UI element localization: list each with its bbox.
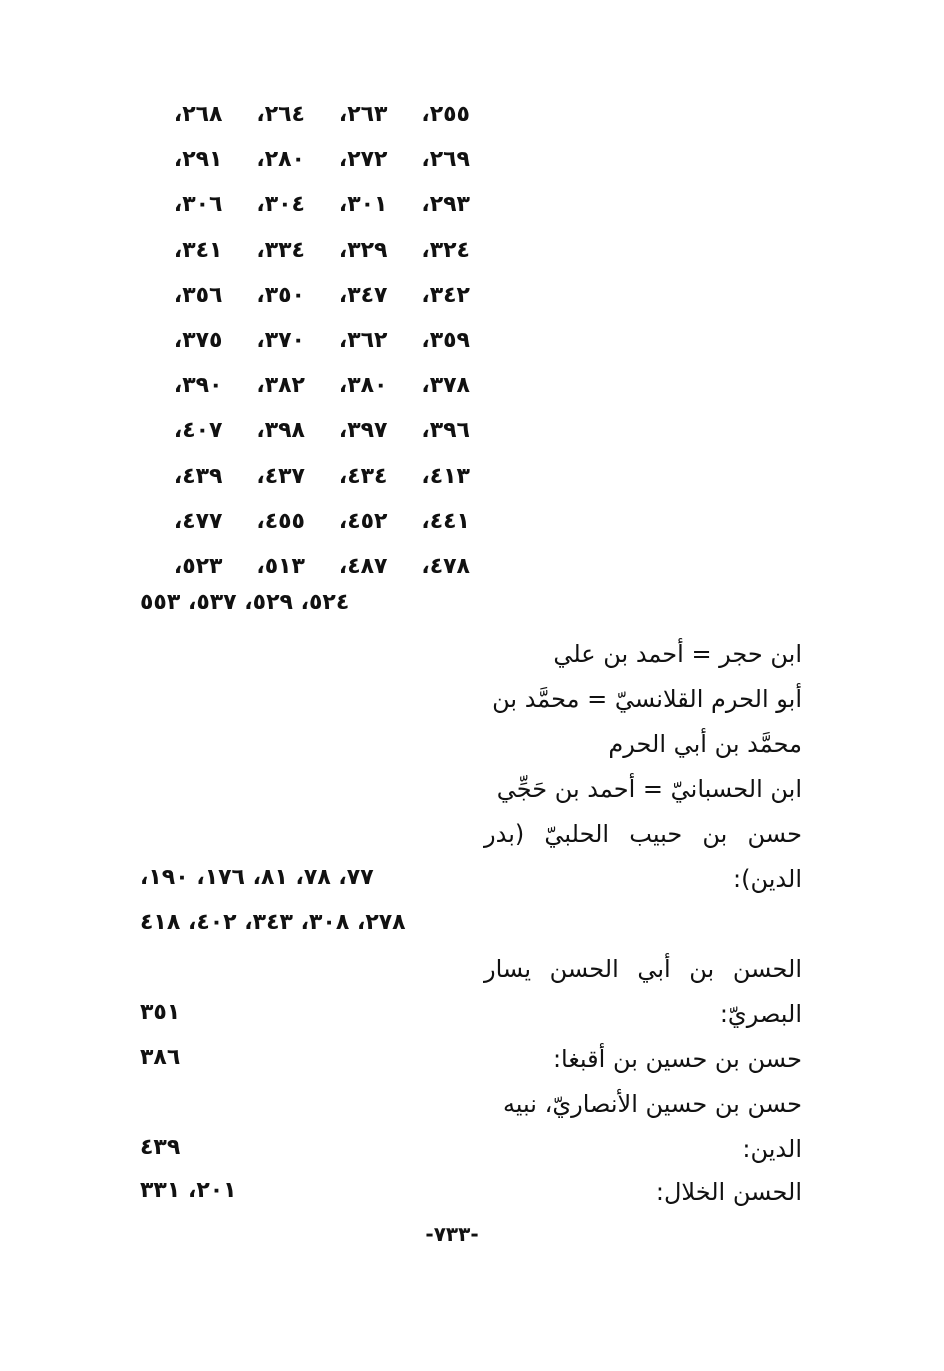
page-reference: ٣٣٤، [256, 237, 305, 263]
page-reference: ٣٥٩، [421, 328, 470, 354]
page-reference: ٢٦٨، [173, 102, 223, 128]
page-reference: ٥٢٣، [173, 553, 223, 579]
page-reference: ٢٨٠، [256, 147, 305, 173]
entry-hasan-habib-line1: حسن بن حبيب الحلبيّ (بدر [484, 820, 802, 848]
page-references-row [140, 228, 470, 273]
page-reference: ٣٩٨، [256, 418, 305, 444]
page-references-row [140, 408, 470, 453]
entry-hasan-aqbugha-pages: ٣٨٦ [140, 1045, 181, 1070]
page-reference: ٣٩٠، [173, 373, 223, 399]
page-reference: ٤٣٤، [338, 463, 388, 489]
page-references-row [140, 454, 470, 499]
page-references-row [140, 92, 470, 137]
page-reference: ٣٢٤، [421, 237, 470, 263]
entry-hasan-ansari-line1: حسن بن حسين الأنصاريّ، نبيه [502, 1090, 802, 1118]
page-reference: ٣٠١، [338, 192, 388, 218]
page-number: -٧٣٣- [425, 1222, 479, 1246]
page-reference: ٣٦٢، [338, 328, 388, 354]
page-reference: ٤٧٧، [173, 508, 223, 534]
page-reference: ٤١٣، [421, 463, 470, 489]
page-references-last-line: ٥٢٤، ٥٢٩، ٥٣٧، ٥٥٣ [140, 590, 350, 615]
page-reference: ٣٧٠، [256, 328, 305, 354]
page-reference: ٤٣٧، [256, 463, 305, 489]
page-references-row [140, 182, 470, 227]
page-reference: ٣٤٢، [421, 282, 470, 308]
page-reference: ٥١٣، [256, 553, 305, 579]
page-reference: ٤٧٨، [421, 553, 470, 579]
entry-hasan-aqbugha: حسن بن حسين بن أقبغا: [552, 1045, 802, 1073]
page-reference: ٢٦٤، [256, 102, 305, 128]
page-reference: ٢٥٥، [421, 102, 470, 128]
entry-abu-alharam-line2: محمَّد بن أبي الحرم [608, 730, 802, 758]
entry-ibn-hajar: ابن حجر = أحمد بن علي [553, 640, 802, 668]
entry-hasan-ansari-line2: الدين: [742, 1135, 802, 1163]
page-reference: ٣٨٢، [256, 373, 305, 399]
page-reference: ٢٦٩، [421, 147, 470, 173]
entry-hasan-basri-line1: الحسن بن أبي الحسن يسار [484, 955, 802, 983]
page-references-row [140, 544, 470, 589]
entry-abu-alharam-text: أبو الحرم القلانسيّ = محمَّد بن [492, 685, 802, 713]
page-reference: ٤٠٧، [173, 418, 223, 444]
entry-hasan-habib-pages-1: ٧٧، ٧٨، ٨١، ١٧٦، ١٩٠، [140, 865, 374, 890]
page-references-grid [140, 92, 470, 589]
page-reference: ٢٦٣، [338, 102, 388, 128]
entry-hasan-habib-pages-2: ٢٧٨، ٣٠٨، ٣٤٣، ٤٠٢، ٤١٨ [140, 910, 406, 935]
entry-hasan-ansari-pages: ٤٣٩ [140, 1135, 181, 1160]
entry-hasan-basri-pages: ٣٥١ [140, 1000, 181, 1025]
page-reference: ٣٠٤، [256, 192, 305, 218]
page-reference: ٤٥٢، [338, 508, 388, 534]
page-reference: ٣٧٨، [421, 373, 470, 399]
entry-hasan-habib-line2: الدين): [733, 865, 802, 893]
page-reference: ٣٤٧، [338, 282, 388, 308]
page-reference: ٢٧٢، [338, 147, 388, 173]
page-reference: ٤٥٥، [256, 508, 305, 534]
page-references-row [140, 273, 470, 318]
page-references-row [140, 137, 470, 182]
page-reference: ٣٨٠، [338, 373, 388, 399]
page-references-row [140, 318, 470, 363]
page-reference: ٤٣٩، [173, 463, 223, 489]
page-reference: ٤٤١، [421, 508, 470, 534]
page-reference: ٣٩٧، [338, 418, 388, 444]
page-reference: ٢٩٣، [421, 192, 470, 218]
entry-hasan-basri-line2: البصريّ: [719, 1000, 802, 1028]
entry-abu-alharam-line1 [484, 685, 802, 713]
page-references-row [140, 363, 470, 408]
entry-ibn-alhusbani: ابن الحسبانيّ = أحمد بن حَجِّي [496, 775, 802, 803]
page-references-row [140, 499, 470, 544]
entry-hasan-khallal: الحسن الخلال: [655, 1178, 802, 1206]
entry-hasan-khallal-pages: ٢٠١، ٣٣١ [140, 1178, 237, 1203]
page-reference: ٣٧٥، [173, 328, 223, 354]
page-reference: ٣٥٠، [256, 282, 305, 308]
page-reference: ٣٩٦، [421, 418, 470, 444]
page-reference: ٣٢٩، [338, 237, 388, 263]
page-reference: ٣٤١، [173, 237, 223, 263]
page-reference: ٢٩١، [173, 147, 223, 173]
page-reference: ٣٠٦، [173, 192, 223, 218]
page-reference: ٣٥٦، [173, 282, 223, 308]
page-reference: ٤٨٧، [338, 553, 388, 579]
